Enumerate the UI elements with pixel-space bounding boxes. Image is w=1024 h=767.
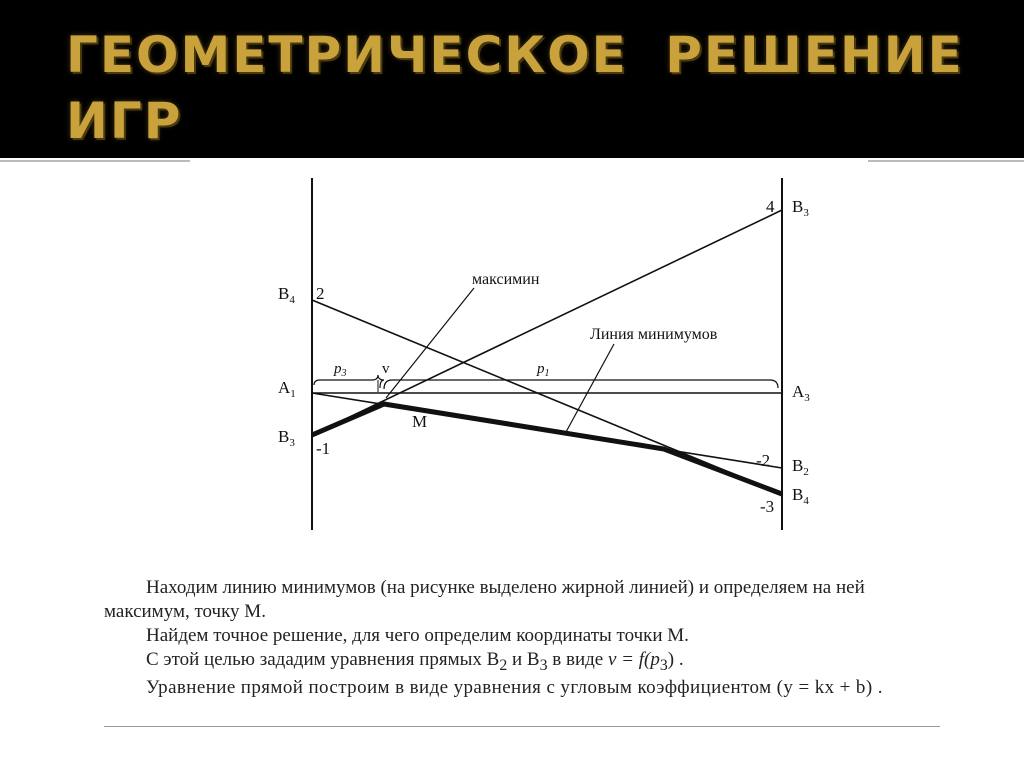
minimum-line xyxy=(312,404,782,494)
slide-title: ГЕОМЕТРИЧЕСКОЕ РЕШЕНИЕ ИГР xyxy=(66,26,964,150)
label-a3: $A_3$ xyxy=(792,382,810,404)
value-right-minus2: -2 xyxy=(756,451,771,470)
line-b3 xyxy=(312,210,782,435)
text-paragraph-4: Уравнение прямой построим в виде уравнения с угловым коэффициентом (y = kx + b) . xyxy=(146,677,883,698)
label-b3-right: $B_3$ xyxy=(792,197,809,219)
label-b3-left: $B_3$ xyxy=(278,427,295,449)
label-p1: $p_1$ xyxy=(537,361,550,379)
text-paragraph-2: Найдем точное решение, для чего определим координаты точки М. xyxy=(146,625,689,646)
label-point-m: M xyxy=(412,412,428,431)
brace-p1 xyxy=(384,380,778,389)
value-right-4: 4 xyxy=(766,197,775,216)
value-left-minus1: -1 xyxy=(316,439,331,458)
min-line-label: Линия минимумов xyxy=(590,326,718,343)
label-b4-right: $B_4$ xyxy=(792,485,809,507)
label-a1: $A_1$ xyxy=(278,378,296,400)
text-paragraph-1: Находим линию минимумов (на рисунке выделено жирной линией) и определяем на ней максимум, точку М. xyxy=(104,577,865,622)
title-bar xyxy=(0,0,1024,160)
maximin-leader xyxy=(386,288,474,398)
game-diagram xyxy=(0,158,1024,578)
label-v: v xyxy=(382,361,390,377)
min-line-leader xyxy=(566,344,614,432)
label-p3: $p_3$ xyxy=(334,361,347,379)
label-b2-right: $B_2$ xyxy=(792,456,809,478)
maximin-label: максимин xyxy=(472,271,540,288)
brace-p3 xyxy=(314,375,384,388)
value-right-minus3: -3 xyxy=(760,497,775,516)
text-paragraph-3: С этой целью зададим уравнения прямых $В_2$ и $В_3$ в виде $v = f(p_3)$ . xyxy=(146,649,684,674)
bottom-separator xyxy=(104,726,940,727)
label-b4-left: $B_4$ xyxy=(278,284,295,306)
value-left-2: 2 xyxy=(316,284,325,303)
